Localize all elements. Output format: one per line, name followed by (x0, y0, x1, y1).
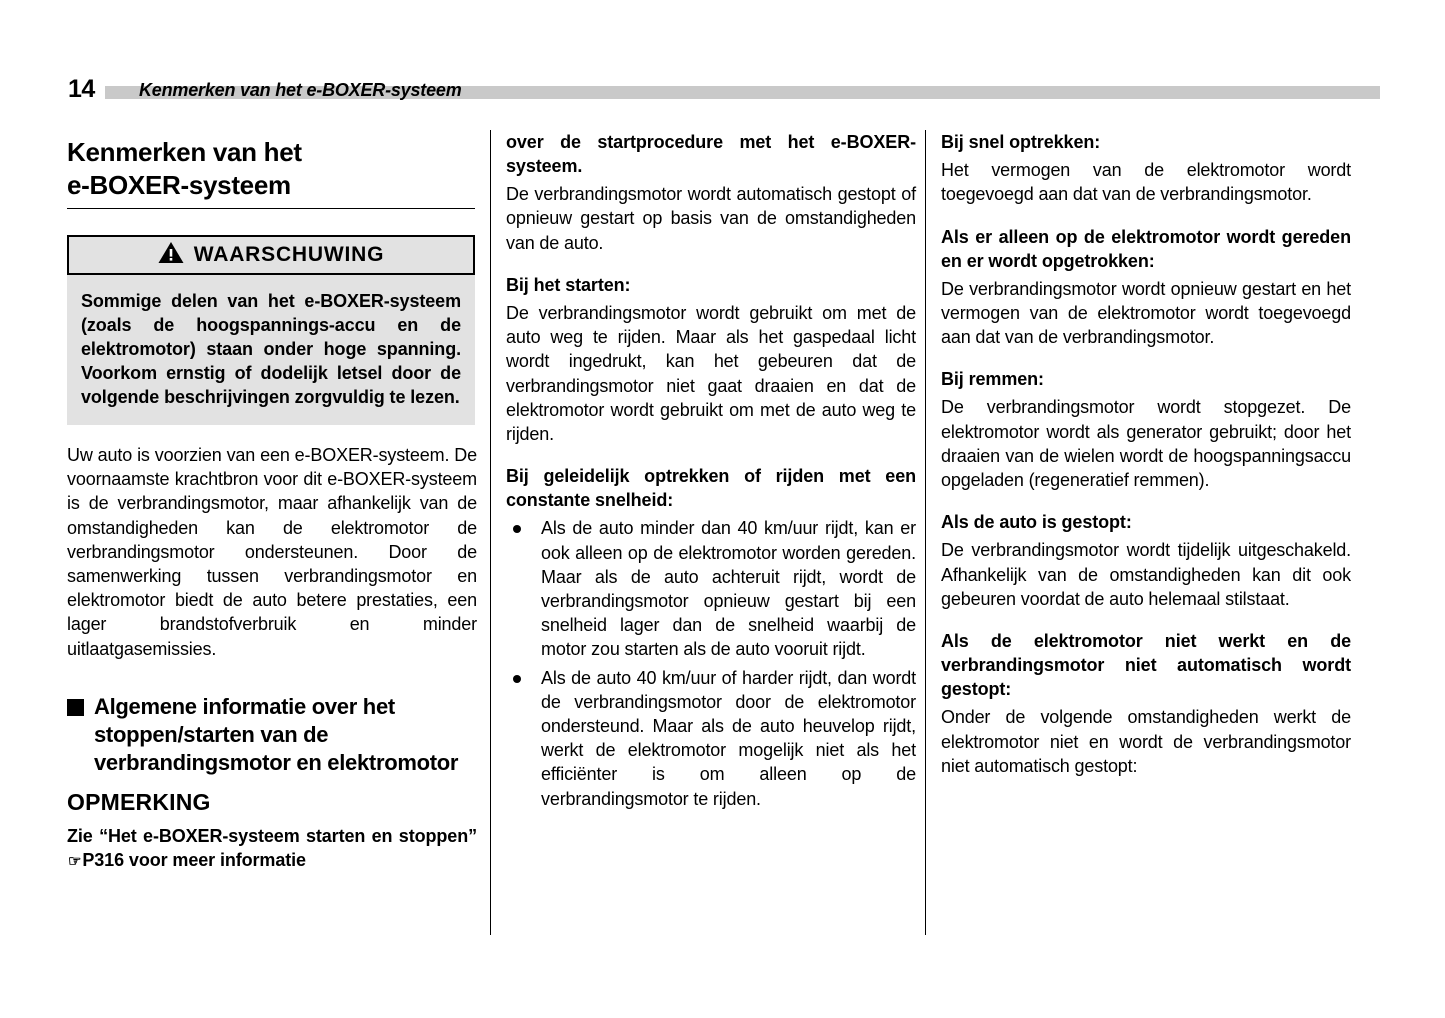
note-text-before: Zie “Het e-BOXER-systeem starten en stoppen” (67, 826, 477, 847)
continued-paragraph: De verbrandingsmotor wordt automatisch gestopt of opnieuw gestart op basis van de omstandigheden van de auto. (506, 184, 916, 253)
header-title: Kenmerken van het e-BOXER-systeem (139, 80, 462, 100)
section-heading-label: Algemene informatie over het stoppen/starten van de verbrandingsmotor en elektromotor (94, 693, 459, 776)
section-heading (67, 693, 477, 777)
page-columns (0, 130, 1445, 950)
column-divider-1 (490, 130, 491, 935)
subsection-heading-auto-gestopt: Als de auto is gestopt: (941, 512, 1132, 533)
list-item (506, 666, 916, 811)
bullet-dot-icon (513, 675, 521, 683)
bullet-dot-icon (513, 525, 521, 533)
note-heading: OPMERKING (67, 789, 211, 816)
left-column (67, 130, 477, 950)
column-divider-2 (925, 130, 926, 935)
warning-header (67, 235, 475, 275)
subsection-text-auto-gestopt: De verbrandingsmotor wordt tijdelijk uitgeschakeld. Afhankelijk van de omstandigheden kan dit ook gebeuren voordat de auto helemaal stilstaat. (941, 540, 1351, 609)
list-item (506, 516, 916, 661)
intro-paragraph: Uw auto is voorzien van een e-BOXER-systeem. De voornaamste krachtbron voor dit e-BOXER-systeem is de verbrandingsmotor, maar afhankelijk van de omstandigheden kan de elektromotor de verbrandingsmotor ondersteunen. Door de samenwerking tussen verbrandingsmotor en elektromotor biedt de auto betere prestaties, een lager brandstofverbruik en minder uitlaatgasemissies. (67, 445, 477, 659)
page-header (0, 0, 1445, 120)
subsection-text-elektromotor-niet-werkt: Onder de volgende omstandigheden werkt de elektromotor niet en wordt de verbrandingsmotor niet automatisch gestopt: (941, 707, 1351, 776)
warning-text: Sommige delen van het e-BOXER-systeem (zoals de hoogspannings-accu en de elektromotor) staan onder hoge spanning. Voorkom ernstig of dodelijk letsel door de volgende beschrijvingen zorgvuldig te lezen. (67, 275, 475, 426)
subsection-heading-bij-het-starten: Bij het starten: (506, 274, 631, 295)
list-item-text: Als de auto minder dan 40 km/uur rijdt, kan er ook alleen op de elektromotor worden gereden. Maar als de auto achteruit rijdt, wordt de verbrandingsmotor opnieuw gestart bij een snelheid lager dan de snelheid waarbij de motor zou starten als de auto vooruit rijdt. (541, 518, 916, 660)
bullet-list (506, 516, 916, 810)
subsection-text-bij-het-starten: De verbrandingsmotor wordt gebruikt om met de auto weg te rijden. Maar als het gaspedaal licht wordt ingedrukt, kan het gebeuren dat de verbrandingsmotor niet gaat draaien en dat de elektromotor wordt gebruikt om met de auto weg te rijden. (506, 302, 916, 444)
note-page-reference: P316 (82, 850, 124, 871)
title-underline (67, 208, 475, 209)
note-text-after: voor meer informatie (128, 850, 306, 871)
note-text (67, 824, 477, 872)
subsection-text-snel-optrekken: Het vermogen van de elektromotor wordt toegevoegd aan dat van de verbrandingsmotor. (941, 160, 1351, 205)
subsection-heading-geleidelijk-optrekken: Bij geleidelijk optrekken of rijden met een constante snelheid: (506, 466, 916, 511)
middle-column (506, 130, 916, 950)
continued-heading: over de startprocedure met het e-BOXER-systeem. (506, 132, 916, 177)
warning-block (67, 235, 475, 426)
subsection-text-bij-remmen: De verbrandingsmotor wordt stopgezet. De elektromotor wordt als generator gebruikt; door het draaien van de wielen wordt de hoogspanningsaccu opgeladen (regeneratief remmen). (941, 397, 1351, 491)
warning-label: WAARSCHUWING (193, 242, 385, 266)
warning-triangle-icon (158, 241, 184, 269)
subsection-heading-snel-optrekken: Bij snel optrekken: (941, 132, 1101, 152)
page-title (67, 130, 477, 202)
subsection-heading-elektromotor-niet-werkt: Als de elektromotor niet werkt en de verbrandingsmotor niet automatisch wordt gestopt: (941, 630, 1351, 700)
subsection-text-alleen-elektromotor: De verbrandingsmotor wordt opnieuw gestart en het vermogen van de elektromotor wordt toegevoegd aan dat van de verbrandingsmotor. (941, 278, 1351, 348)
page-title-line-1: Kenmerken van het (67, 137, 302, 167)
page-number: 14 (68, 75, 95, 103)
subsection-heading-alleen-elektromotor: Als er alleen op de elektromotor wordt gereden en er wordt opgetrokken: (941, 226, 1351, 271)
pointing-hand-icon: ☞ (68, 853, 82, 871)
page-title-line-2: e-BOXER-systeem (67, 169, 291, 200)
list-item-text: Als de auto 40 km/uur of harder rijdt, dan wordt de verbrandingsmotor door de elektromotor ondersteund. Maar als de auto heuvelop rijdt, werkt de elektromotor mogelijk niet als het efficiënter is om alleen op de verbrandingsmotor te rijden. (541, 667, 916, 809)
square-bullet-icon (67, 699, 84, 716)
subsection-heading-bij-remmen: Bij remmen: (941, 369, 1044, 390)
right-column (941, 130, 1351, 950)
